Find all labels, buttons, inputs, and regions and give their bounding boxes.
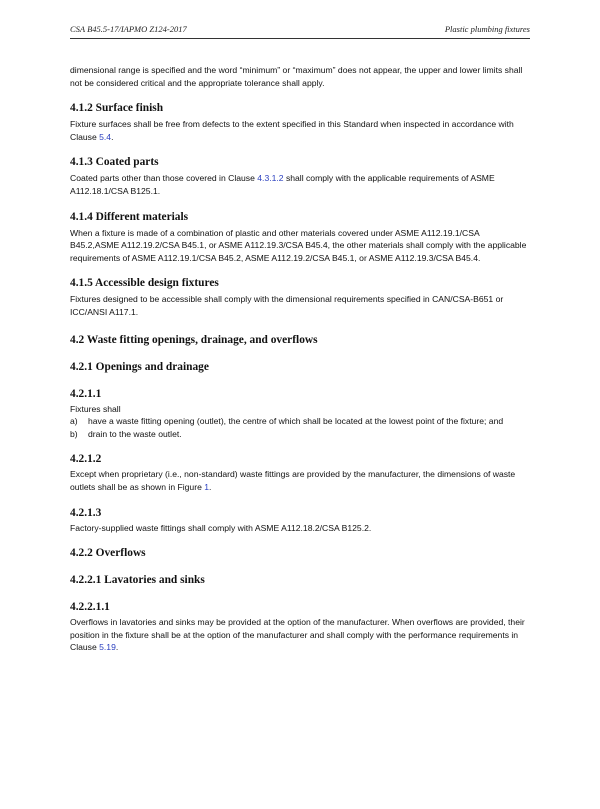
heading-4-1-5: 4.1.5 Accessible design fixtures xyxy=(70,277,219,290)
paragraph-4-1-3: Coated parts other than those covered in Clause 4.3.1.2 shall comply with the applicable requirements of ASME A112.18.1/CSA B125.1. xyxy=(70,173,495,196)
header-standard-id: CSA B45.5-17/IAPMO Z124-2017 xyxy=(70,24,187,34)
running-header xyxy=(70,24,530,38)
heading-4-2-1: 4.2.1 Openings and drainage xyxy=(70,360,209,373)
list-item-b xyxy=(70,428,530,441)
paragraph-4-2-1-2: Except when proprietary (i.e., non-standard) waste fittings are provided by the manufacturer, the dimensions of waste outlets shall be as shown in Figure 1. xyxy=(70,469,516,492)
heading-4-2-2: 4.2.2 Overflows xyxy=(70,547,146,560)
list-marker: b) xyxy=(70,428,78,439)
document-body xyxy=(70,64,530,654)
paragraph-4-1-2: Fixture surfaces shall be free from defects to the extent specified in this Standard when inspected in accordance with Clause 5.4. xyxy=(70,119,514,142)
list-marker: a) xyxy=(70,416,78,427)
clause-link-4-3-1-2[interactable]: 4.3.1.2 xyxy=(257,173,284,184)
heading-4-2-1-2: 4.2.1.2 xyxy=(70,453,102,466)
heading-4-2-1-1: 4.2.1.1 xyxy=(70,387,102,400)
paragraph-4-2-1-1-lead: Fixtures shall xyxy=(70,403,121,414)
paragraph-4-1-5: Fixtures designed to be accessible shall comply with the dimensional requirements specified in CAN/CSA-B651 or ICC/ANSI A117.1. xyxy=(70,294,504,317)
heading-4-2-2-1-1: 4.2.2.1.1 xyxy=(70,601,110,614)
paragraph-4-1-4: When a fixture is made of a combination of plastic and other materials covered under ASME A112.19.1/CSA B45.2,ASME A112.19.2/CSA B45.1, or ASME A112.19.3/CSA B45.4, the other materials shall comply with the applicable requirements of ASME A112.19.1/CSA B45.2, ASME A112.19.2/CSA B45.1, or ASME A112.19.3/CSA B45.4. xyxy=(70,227,527,263)
list-item-text: drain to the waste outlet. xyxy=(88,428,182,439)
list-item-a xyxy=(70,415,530,428)
heading-4-1-4: 4.1.4 Different materials xyxy=(70,210,189,223)
paragraph-4-2-2-1-1: Overflows in lavatories and sinks may be provided at the option of the manufacturer. When overflows are provided, their position in the fixture shall be at the option of the manufacturer and shall comply with the performance requirements in Clause 5.19. xyxy=(70,617,525,653)
heading-4-1-2: 4.1.2 Surface finish xyxy=(70,102,164,115)
heading-4-2-1-3: 4.2.1.3 xyxy=(70,506,102,519)
paragraph-4-2-1-3: Factory-supplied waste fittings shall comply with ASME A112.18.2/CSA B125.2. xyxy=(70,522,372,533)
clause-link-5-19[interactable]: 5.19 xyxy=(99,642,116,653)
clause-link-5-4[interactable]: 5.4 xyxy=(99,131,112,142)
heading-4-2: 4.2 Waste fitting openings, drainage, and overflows xyxy=(70,333,318,346)
header-document-title: Plastic plumbing fixtures xyxy=(444,24,530,34)
header-divider xyxy=(70,38,530,39)
figure-link-1[interactable]: 1 xyxy=(204,481,210,492)
list-item-text: have a waste fitting opening (outlet), the centre of which shall be located at the lowest point of the fixture; and xyxy=(88,416,504,427)
heading-4-2-2-1: 4.2.2.1 Lavatories and sinks xyxy=(70,574,205,587)
intro-paragraph: dimensional range is specified and the word “minimum” or “maximum” does not appear, the upper and lower limits shall not be considered critical and the appropriate tolerance shall apply. xyxy=(70,65,523,88)
heading-4-1-3: 4.1.3 Coated parts xyxy=(70,156,159,169)
